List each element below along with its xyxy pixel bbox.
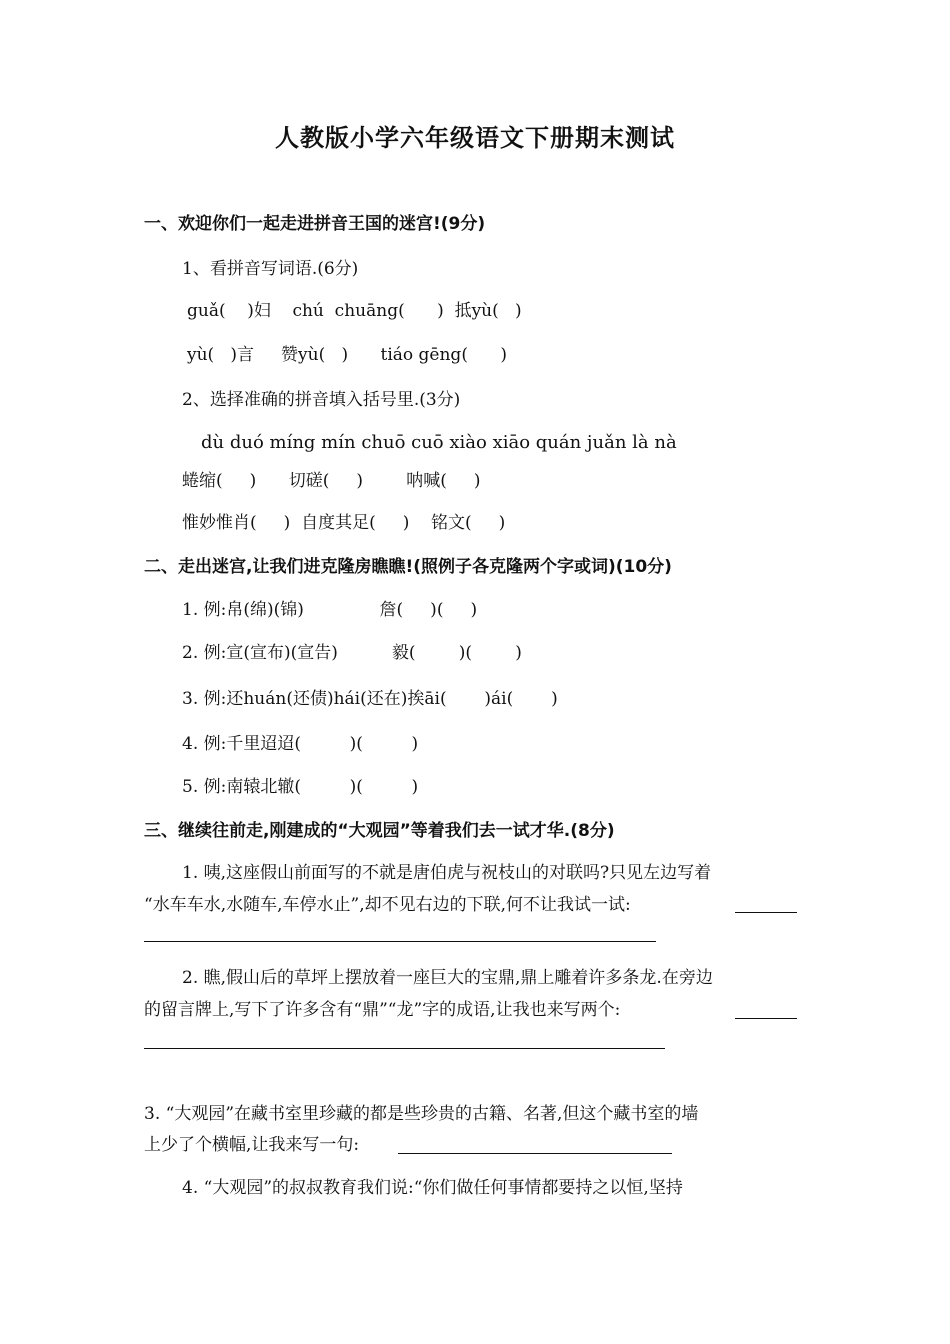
paragraph-1-line-1: 1. 咦,这座假山前面写的不就是唐伯虎与祝枝山的对联吗?只见左边写着 — [182, 863, 712, 883]
paragraph-1-line-2: “水车车水,水随车,车停水止”,却不见右边的下联,何不让我试一试: — [144, 895, 631, 915]
word-row-3: 蜷缩( ) 切磋( ) 呐喊( ) — [182, 471, 481, 491]
clone-item-4: 4. 例:千里迢迢( )( ) — [182, 734, 419, 754]
answer-blank[interactable] — [735, 1018, 797, 1019]
paragraph-3-line-2: 上少了个横幅,让我来写一句: — [144, 1135, 360, 1155]
clone-item-1: 1. 例:帛(绵)(锦) 詹( )( ) — [182, 600, 478, 620]
word-row-4: 惟妙惟肖( ) 自度其足( ) 铭文( ) — [182, 513, 506, 533]
section-3-heading: 三、继续往前走,刚建成的“大观园”等着我们去一试才华.(8分) — [144, 821, 615, 841]
question-1-1: 1、看拼音写词语.(6分) — [182, 259, 359, 279]
clone-item-5: 5. 例:南辕北辙( )( ) — [182, 777, 419, 797]
answer-blank[interactable] — [144, 1048, 665, 1049]
paragraph-3-line-1: 3. “大观园”在藏书室里珍藏的都是些珍贵的古籍、名著,但这个藏书室的墙 — [144, 1104, 699, 1124]
question-1-2: 2、选择准确的拼音填入括号里.(3分) — [182, 390, 461, 410]
paragraph-2-line-2: 的留言牌上,写下了许多含有“鼎”“龙”字的成语,让我也来写两个: — [144, 1000, 621, 1020]
page-title: 人教版小学六年级语文下册期末测试 — [275, 124, 675, 152]
section-1-heading: 一、欢迎你们一起走进拼音王国的迷宫!(9分) — [144, 214, 486, 234]
paragraph-4-line-1: 4. “大观园”的叔叔教育我们说:“你们做任何事情都要持之以恒,坚持 — [182, 1178, 683, 1198]
clone-item-2: 2. 例:宣(宣布)(宣告) 毅( )( ) — [182, 643, 522, 663]
pinyin-row-2: yù( )言 赞yù( ) tiáo gēng( ) — [187, 345, 508, 365]
section-2-heading: 二、走出迷宫,让我们进克隆房瞧瞧!(照例子各克隆两个字或词)(10分) — [144, 557, 672, 577]
pinyin-row-1: guǎ( )妇 chú chuāng( ) 抵yù( ) — [187, 301, 522, 321]
answer-blank[interactable] — [144, 941, 656, 942]
clone-item-3: 3. 例:还huán(还债)hái(还在)挨āi( )ái( ) — [182, 689, 558, 709]
answer-blank[interactable] — [735, 912, 797, 913]
pinyin-options: dù duó míng mín chuō cuō xiào xiāo quán juǎn là nà — [201, 432, 677, 453]
answer-blank[interactable] — [398, 1153, 672, 1154]
paragraph-2-line-1: 2. 瞧,假山后的草坪上摆放着一座巨大的宝鼎,鼎上雕着许多条龙.在旁边 — [182, 968, 713, 988]
